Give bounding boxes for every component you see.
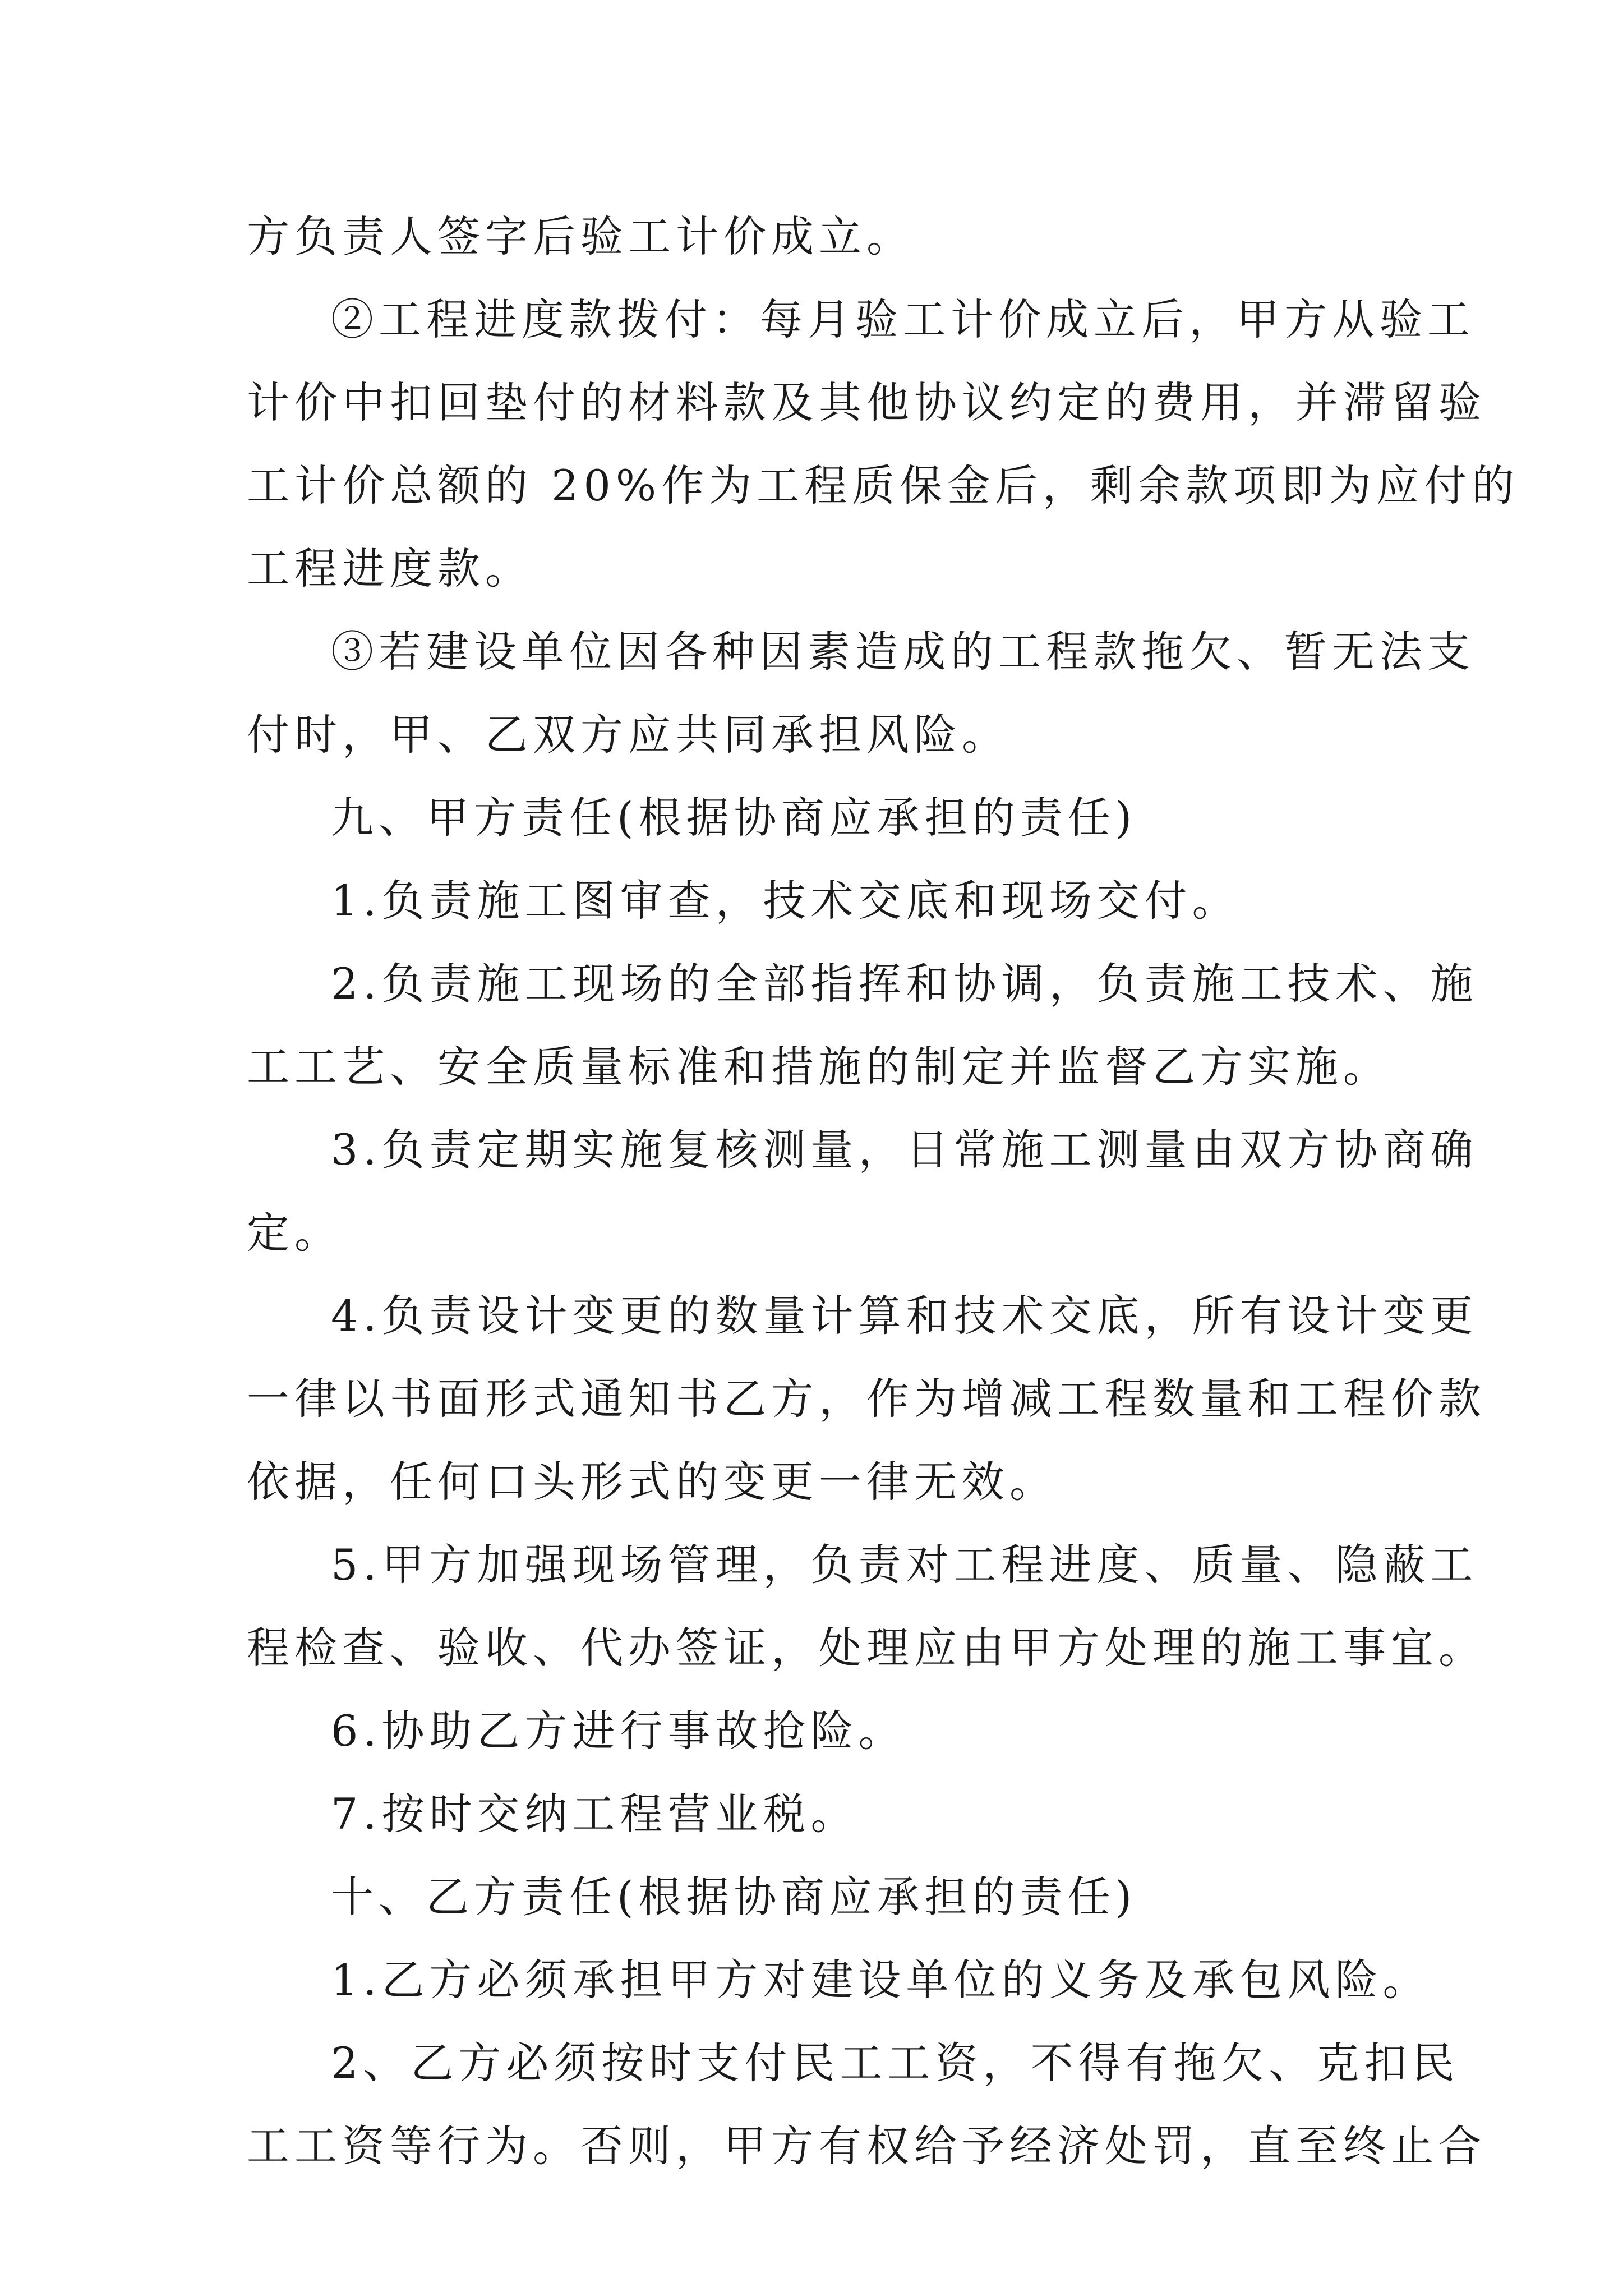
text-line: 1.负责施工图审查，技术交底和现场交付。 — [331, 876, 1240, 926]
text-line: 工工艺、安全质量标准和措施的制定并监督乙方实施。 — [247, 1042, 1391, 1092]
text-line: 2、乙方必须按时支付民工工资，不得有拖欠、克扣民 — [331, 2038, 1460, 2088]
text-line: 5.甲方加强现场管理，负责对工程进度、质量、隐蔽工 — [331, 1540, 1478, 1590]
text-line: 依据，任何口头形式的变更一律无效。 — [247, 1457, 1057, 1507]
text-line: 工工资等行为。否则，甲方有权给予经济处罚，直至终止合 — [247, 2121, 1486, 2171]
text-line: 工计价总额的 20%作为工程质保金后，剩余款项即为应付的 — [247, 461, 1520, 510]
text-line: ③若建设单位因各种因素造成的工程款拖欠、暂无法支 — [331, 627, 1475, 677]
text-line: 6.协助乙方进行事故抢险。 — [331, 1706, 906, 1756]
text-line: 2.负责施工现场的全部指挥和协调，负责施工技术、施 — [331, 959, 1478, 1009]
text-line: 7.按时交纳工程营业税。 — [331, 1789, 859, 1839]
text-line: 1.乙方必须承担甲方对建设单位的义务及承包风险。 — [331, 1955, 1431, 2005]
section-heading: 十、乙方责任(根据协商应承担的责任) — [331, 1872, 1137, 1922]
section-heading: 九、甲方责任(根据协商应承担的责任) — [331, 793, 1137, 843]
text-line: 方负责人签字后验工计价成立。 — [247, 211, 914, 261]
text-line: 计价中扣回垫付的材料款及其他协议约定的费用，并滞留验 — [247, 378, 1486, 427]
text-line: 一律以书面形式通知书乙方，作为增减工程数量和工程价款 — [247, 1374, 1486, 1424]
text-line: 付时，甲、乙双方应共同承担风险。 — [247, 710, 1009, 760]
text-line: 定。 — [247, 1208, 342, 1258]
text-line: 3.负责定期实施复核测量，日常施工测量由双方协商确 — [331, 1125, 1478, 1175]
text-line: ②工程进度款拨付：每月验工计价成立后，甲方从验工 — [331, 295, 1475, 344]
text-line: 程检查、验收、代办签证，处理应由甲方处理的施工事宜。 — [247, 1623, 1486, 1673]
text-line: 工程进度款。 — [247, 544, 533, 593]
text-line: 4.负责设计变更的数量计算和技术交底，所有设计变更 — [331, 1291, 1478, 1341]
